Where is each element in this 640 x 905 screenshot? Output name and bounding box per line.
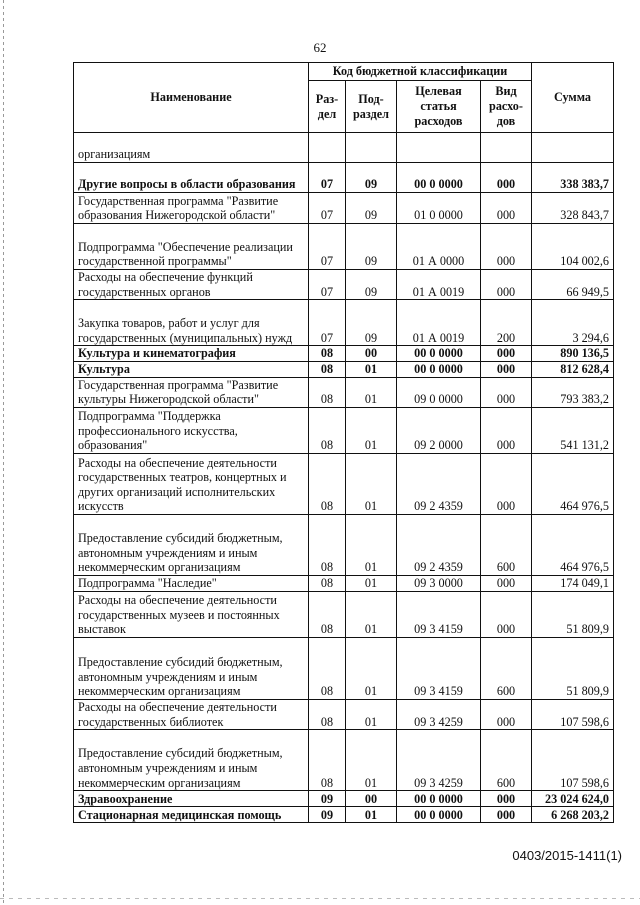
cell-podrazdel: 01 [346, 453, 397, 514]
cell-podrazdel: 09 [346, 300, 397, 346]
cell-name: Расходы на обеспечение деятельности государственных библиотек [74, 699, 309, 729]
cell-csr: 00 0 0000 [397, 163, 481, 193]
cell-vr: 000 [481, 163, 532, 193]
cell-podrazdel: 09 [346, 270, 397, 300]
cell-podrazdel: 01 [346, 361, 397, 377]
cell-name: Стационарная медицинская помощь [74, 807, 309, 823]
cell-podrazdel: 01 [346, 807, 397, 823]
table-body [74, 133, 614, 823]
cell-name: организациям [74, 133, 309, 163]
cell-razdel: 08 [309, 377, 346, 407]
table-row [74, 270, 614, 300]
cell-vr: 600 [481, 514, 532, 575]
cell-name: Предоставление субсидий бюджетным, автономным учреждениям и иным некоммерческим организациям [74, 514, 309, 575]
cell-vr: 000 [481, 361, 532, 377]
scan-edge-left [3, 0, 4, 905]
page-number: 62 [313, 40, 327, 55]
table-row [74, 730, 614, 791]
cell-razdel [309, 133, 346, 163]
cell-sum: 3 294,6 [532, 300, 614, 346]
cell-vr: 000 [481, 407, 532, 453]
cell-name: Подпрограмма "Наследие" [74, 575, 309, 591]
table-row [74, 791, 614, 807]
cell-vr: 000 [481, 193, 532, 224]
cell-sum: 23 024 624,0 [532, 791, 614, 807]
cell-podrazdel: 09 [346, 193, 397, 224]
cell-podrazdel: 01 [346, 407, 397, 453]
cell-vr: 200 [481, 300, 532, 346]
cell-razdel: 08 [309, 514, 346, 575]
cell-podrazdel: 01 [346, 699, 397, 729]
cell-vr: 600 [481, 730, 532, 791]
cell-razdel: 08 [309, 699, 346, 729]
budget-table [73, 62, 614, 823]
cell-podrazdel: 01 [346, 637, 397, 699]
document-code: 0403/2015-1411(1) [512, 848, 622, 863]
cell-podrazdel: 00 [346, 346, 397, 362]
cell-name: Закупка товаров, работ и услуг для государственных (муниципальных) нужд [74, 300, 309, 346]
cell-razdel: 08 [309, 407, 346, 453]
cell-sum: 104 002,6 [532, 224, 614, 270]
cell-sum: 338 383,7 [532, 163, 614, 193]
cell-sum: 107 598,6 [532, 730, 614, 791]
cell-razdel: 07 [309, 163, 346, 193]
cell-podrazdel: 01 [346, 730, 397, 791]
cell-razdel: 08 [309, 575, 346, 591]
table-row [74, 163, 614, 193]
cell-sum: 464 976,5 [532, 514, 614, 575]
cell-name: Государственная программа "Развитие культуры Нижегородской области" [74, 377, 309, 407]
cell-vr [481, 133, 532, 163]
table-row [74, 514, 614, 575]
cell-name: Культура и кинематография [74, 346, 309, 362]
cell-podrazdel: 01 [346, 514, 397, 575]
header-name: Наименование [74, 63, 309, 133]
cell-sum: 464 976,5 [532, 453, 614, 514]
cell-vr: 000 [481, 591, 532, 637]
cell-csr [397, 133, 481, 163]
cell-vr: 000 [481, 377, 532, 407]
cell-podrazdel: 09 [346, 163, 397, 193]
cell-csr: 09 2 0000 [397, 407, 481, 453]
table-row [74, 346, 614, 362]
cell-razdel: 08 [309, 591, 346, 637]
cell-csr: 01 0 0000 [397, 193, 481, 224]
table-row [74, 453, 614, 514]
cell-csr: 09 3 4159 [397, 591, 481, 637]
table-row [74, 224, 614, 270]
cell-vr: 000 [481, 807, 532, 823]
cell-razdel: 08 [309, 361, 346, 377]
cell-csr: 09 2 4359 [397, 514, 481, 575]
cell-csr: 09 3 4259 [397, 730, 481, 791]
cell-csr: 00 0 0000 [397, 807, 481, 823]
header-sum: Сумма [532, 63, 614, 133]
cell-razdel: 09 [309, 791, 346, 807]
cell-sum: 174 049,1 [532, 575, 614, 591]
table-row [74, 637, 614, 699]
cell-csr: 01 А 0000 [397, 224, 481, 270]
cell-podrazdel: 09 [346, 224, 397, 270]
cell-name: Расходы на обеспечение деятельности государственных театров, концертных и других организаций исполнительских искусств [74, 453, 309, 514]
cell-razdel: 08 [309, 346, 346, 362]
cell-csr: 09 0 0000 [397, 377, 481, 407]
cell-csr: 00 0 0000 [397, 346, 481, 362]
cell-sum: 51 809,9 [532, 591, 614, 637]
cell-name: Подпрограмма "Поддержка профессионального искусства, образования" [74, 407, 309, 453]
cell-name: Расходы на обеспечение деятельности государственных музеев и постоянных выставок [74, 591, 309, 637]
cell-sum: 812 628,4 [532, 361, 614, 377]
cell-name: Подпрограмма "Обеспечение реализации государственной программы" [74, 224, 309, 270]
cell-sum: 541 131,2 [532, 407, 614, 453]
cell-vr: 600 [481, 637, 532, 699]
cell-podrazdel: 00 [346, 791, 397, 807]
header-vr: Вид расхо-дов [481, 81, 532, 133]
scan-edge-bottom [0, 898, 640, 899]
cell-csr: 00 0 0000 [397, 791, 481, 807]
cell-razdel: 07 [309, 224, 346, 270]
cell-podrazdel: 01 [346, 591, 397, 637]
cell-name: Государственная программа "Развитие образования Нижегородской области" [74, 193, 309, 224]
cell-name: Культура [74, 361, 309, 377]
header-csr: Целевая статья расходов [397, 81, 481, 133]
cell-csr: 09 3 4159 [397, 637, 481, 699]
cell-razdel: 08 [309, 730, 346, 791]
cell-csr: 09 3 4259 [397, 699, 481, 729]
cell-podrazdel [346, 133, 397, 163]
cell-csr: 09 3 0000 [397, 575, 481, 591]
cell-name: Здравоохранение [74, 791, 309, 807]
cell-razdel: 08 [309, 637, 346, 699]
table-row [74, 193, 614, 224]
cell-sum: 66 949,5 [532, 270, 614, 300]
header-classification-group: Код бюджетной классификации [309, 63, 532, 81]
cell-razdel: 09 [309, 807, 346, 823]
table-row [74, 361, 614, 377]
table-row [74, 407, 614, 453]
cell-vr: 000 [481, 270, 532, 300]
cell-csr: 09 2 4359 [397, 453, 481, 514]
cell-vr: 000 [481, 346, 532, 362]
table-row [74, 807, 614, 823]
cell-sum: 793 383,2 [532, 377, 614, 407]
table-row [74, 575, 614, 591]
cell-sum: 107 598,6 [532, 699, 614, 729]
cell-razdel: 07 [309, 193, 346, 224]
cell-name: Предоставление субсидий бюджетным, автономным учреждениям и иным некоммерческим организациям [74, 730, 309, 791]
table-row [74, 591, 614, 637]
cell-vr: 000 [481, 575, 532, 591]
table-row [74, 377, 614, 407]
cell-vr: 000 [481, 791, 532, 807]
cell-csr: 01 А 0019 [397, 270, 481, 300]
cell-sum: 890 136,5 [532, 346, 614, 362]
cell-razdel: 07 [309, 270, 346, 300]
header-razdel: Раз-дел [309, 81, 346, 133]
header-podrazdel: Под-раздел [346, 81, 397, 133]
cell-sum [532, 133, 614, 163]
cell-name: Расходы на обеспечение функций государственных органов [74, 270, 309, 300]
cell-name: Другие вопросы в области образования [74, 163, 309, 193]
cell-sum: 51 809,9 [532, 637, 614, 699]
cell-sum: 6 268 203,2 [532, 807, 614, 823]
table-row [74, 699, 614, 729]
cell-name: Предоставление субсидий бюджетным, автономным учреждениям и иным некоммерческим организациям [74, 637, 309, 699]
cell-vr: 000 [481, 453, 532, 514]
cell-csr: 01 А 0019 [397, 300, 481, 346]
cell-vr: 000 [481, 699, 532, 729]
cell-podrazdel: 01 [346, 377, 397, 407]
cell-csr: 00 0 0000 [397, 361, 481, 377]
table-row [74, 300, 614, 346]
table-row [74, 133, 614, 163]
cell-vr: 000 [481, 224, 532, 270]
cell-razdel: 07 [309, 300, 346, 346]
cell-razdel: 08 [309, 453, 346, 514]
cell-sum: 328 843,7 [532, 193, 614, 224]
cell-podrazdel: 01 [346, 575, 397, 591]
